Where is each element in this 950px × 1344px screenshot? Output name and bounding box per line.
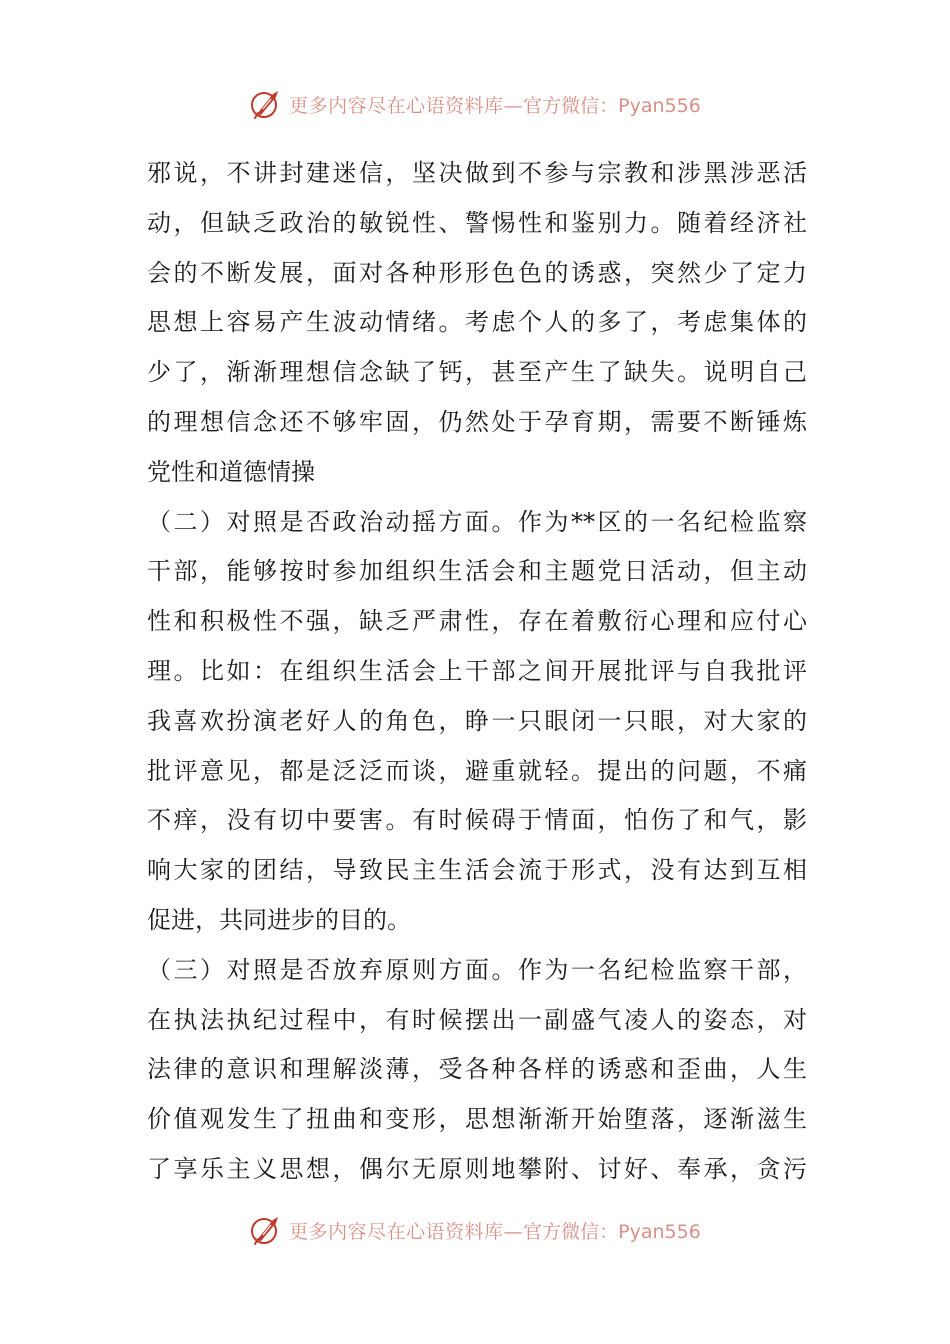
body-text-line: 响大家的团结，导致民主生活会流于形式，没有达到互相 bbox=[147, 856, 807, 885]
document-body bbox=[147, 149, 807, 1195]
header-watermark bbox=[0, 84, 950, 124]
body-text-line: 我喜欢扮演老好人的角色，睁一只眼闭一只眼，对大家的 bbox=[147, 706, 807, 735]
body-text-line: 少了，渐渐理想信念缺了钙，甚至产生了缺失。说明自己 bbox=[147, 358, 807, 387]
watermark-wechat: 官方微信：Pyan556 bbox=[523, 1220, 701, 1243]
body-text-line: 动，但缺乏政治的敏锐性、警惕性和鉴别力。随着经济社 bbox=[147, 208, 807, 237]
body-text-line: 在执法执纪过程中，有时候摆出一副盛气凌人的姿态，对 bbox=[147, 1005, 807, 1034]
body-text-line: 批评意见，都是泛泛而谈，避重就轻。提出的问题，不痛 bbox=[147, 756, 807, 785]
body-text-line: 干部，能够按时参加组织生活会和主题党日活动，但主动 bbox=[147, 557, 807, 586]
body-text-line: 的理想信念还不够牢固，仍然处于孕育期，需要不断锤炼 bbox=[147, 407, 807, 436]
watermark-brand: 更多内容尽在心语资料库— bbox=[289, 94, 524, 117]
body-text-line: 法律的意识和理解淡薄，受各种各样的诱惑和歪曲，人生 bbox=[147, 1055, 807, 1084]
body-text-line: 促进，共同进步的目的。 bbox=[147, 905, 411, 934]
watermark-brand: 更多内容尽在心语资料库— bbox=[289, 1220, 524, 1243]
body-text-line: 理。比如：在组织生活会上干部之间开展批评与自我批评 bbox=[147, 656, 807, 685]
body-text-line: （三）对照是否放弃原则方面。作为一名纪检监察干部， bbox=[147, 955, 807, 984]
body-text-line: （二）对照是否政治动摇方面。作为**区的一名纪检监察 bbox=[147, 507, 807, 536]
body-text-line: 不痒，没有切中要害。有时候碍于情面，怕伤了和气，影 bbox=[147, 806, 807, 835]
quill-pen-logo-icon bbox=[249, 87, 283, 121]
quill-pen-logo-icon bbox=[249, 1213, 283, 1247]
body-text-line: 会的不断发展，面对各种形形色色的诱惑，突然少了定力 bbox=[147, 258, 807, 287]
body-text-line: 价值观发生了扭曲和变形，思想渐渐开始堕落，逐渐滋生 bbox=[147, 1105, 807, 1134]
footer-watermark bbox=[0, 1210, 950, 1250]
watermark-wechat: 官方微信：Pyan556 bbox=[523, 94, 701, 117]
body-text-line: 党性和道德情操 bbox=[147, 457, 315, 486]
body-text-line: 思想上容易产生波动情绪。考虑个人的多了，考虑集体的 bbox=[147, 308, 807, 337]
body-text-line: 邪说，不讲封建迷信，坚决做到不参与宗教和涉黑涉恶活 bbox=[147, 159, 807, 187]
body-text-line: 了享乐主义思想，偶尔无原则地攀附、讨好、奉承，贪污 bbox=[147, 1154, 807, 1183]
body-text-line: 性和积极性不强，缺乏严肃性，存在着敷衍心理和应付心 bbox=[147, 607, 807, 636]
